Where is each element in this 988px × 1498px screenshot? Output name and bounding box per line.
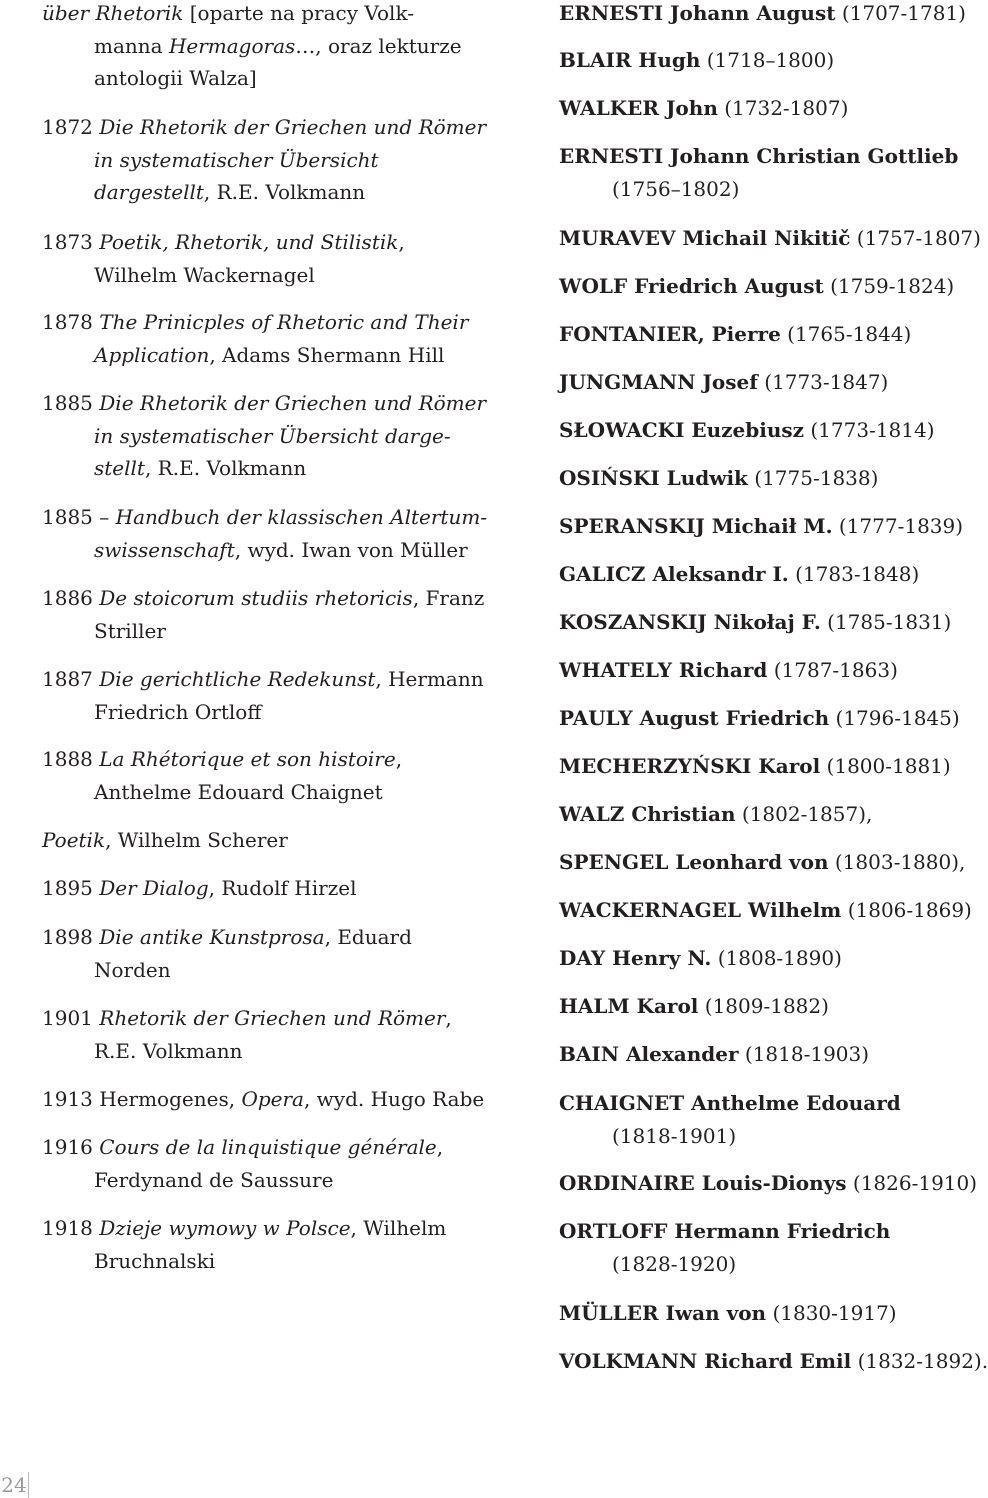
person-dates: (1808-1890) xyxy=(717,946,842,970)
entry-text: , Franz xyxy=(412,586,485,610)
entry-text: 1901 xyxy=(42,1006,100,1030)
person-name: SŁOWACKI Euzebiusz xyxy=(559,418,804,442)
entry-title: über Rhetorik xyxy=(42,1,184,25)
entry-title: Poetik xyxy=(42,828,106,852)
person-name: BLAIR Hugh xyxy=(559,48,701,72)
entry-title: Cours de la linquistique générale xyxy=(99,1135,437,1159)
person-entry xyxy=(559,510,964,543)
entry-text: 1878 xyxy=(42,310,100,334)
person-dates: (1802-1857), xyxy=(741,802,873,826)
entry-text: , Wilhelm xyxy=(350,1216,447,1240)
entry-title: Der Dialog xyxy=(99,876,209,900)
bibliography-entry xyxy=(42,663,522,728)
bibliography-entry xyxy=(42,306,522,371)
entry-text: Wilhelm Wackernagel xyxy=(94,262,315,287)
person-dates: (1777-1839) xyxy=(838,514,964,538)
person-dates: (1759-1824) xyxy=(830,274,955,298)
entry-text: Friedrich Ortloff xyxy=(94,699,262,724)
entry-text: 1916 xyxy=(42,1135,100,1159)
entry-text: 1918 xyxy=(42,1216,100,1240)
person-name: HALM Karol xyxy=(559,994,699,1018)
entry-title: swissenschaft xyxy=(94,537,235,562)
entry-text: 1913 Hermogenes, xyxy=(42,1087,242,1111)
entry-text: , R.E. Volkmann xyxy=(203,180,366,204)
person-name: WHATELY Richard xyxy=(559,658,768,682)
person-name: WACKERNAGEL Wilhelm xyxy=(559,898,842,922)
entry-title: Die antike Kunstprosa xyxy=(99,925,325,949)
entry-text: , Hermann xyxy=(375,667,484,691)
person-dates: (1800-1881) xyxy=(826,754,951,778)
entry-title: in systematischer Übersicht darge- xyxy=(94,423,451,448)
entry-text: , Adams Shermann Hill xyxy=(209,342,445,367)
person-name: MECHERZYŃSKI Karol xyxy=(559,754,821,778)
person-name: ORDINAIRE Louis-Dionys xyxy=(559,1171,847,1195)
entry-text: 1888 xyxy=(42,747,100,771)
person-entry xyxy=(559,606,959,639)
bibliography-entry xyxy=(42,872,522,905)
entry-text: 1872 xyxy=(42,115,100,139)
person-dates: (1806-1869) xyxy=(847,898,972,922)
person-dates: (1783-1848) xyxy=(795,562,920,586)
person-dates: (1765-1844) xyxy=(787,322,912,346)
person-dates: (1828-1920) xyxy=(612,1251,737,1276)
person-entry xyxy=(559,414,959,447)
entry-text: Anthelme Edouard Chaignet xyxy=(94,779,383,804)
person-dates: (1773-1847) xyxy=(764,370,889,394)
person-dates: (1757-1807) xyxy=(856,226,981,250)
bibliography-entry xyxy=(42,0,522,95)
entry-title: dargestellt xyxy=(94,180,204,204)
entry-text: , xyxy=(395,747,403,771)
entry-text: …, oraz lekturze xyxy=(295,33,462,58)
entry-text: R.E. Volkmann xyxy=(94,1038,243,1063)
entry-text: antologii Walza] xyxy=(94,66,257,90)
person-name: DAY Henry N. xyxy=(559,946,712,970)
person-name: CHAIGNET Anthelme Edouard xyxy=(559,1091,901,1115)
person-entry xyxy=(559,1345,988,1378)
entry-text: , wyd. Iwan von Müller xyxy=(234,537,468,562)
person-entry xyxy=(559,750,959,783)
entry-title: Poetik, Rhetorik, und Stilistik xyxy=(99,230,399,254)
person-entry xyxy=(559,1167,978,1200)
entry-title: Handbuch der klassischen Altertum- xyxy=(115,505,488,529)
entry-text: , Wilhelm Scherer xyxy=(105,828,288,852)
entry-text: [oparte na pracy Volk- xyxy=(183,1,414,25)
person-name: OSIŃSKI Ludwik xyxy=(559,466,748,490)
person-name: SPENGEL Leonhard von xyxy=(559,850,829,874)
person-entry xyxy=(559,1215,959,1280)
person-dates: (1775-1838) xyxy=(754,466,879,490)
person-entry xyxy=(559,44,959,77)
entry-title: Dzieje wymowy w Polsce xyxy=(99,1216,351,1240)
person-dates: (1773-1814) xyxy=(810,418,935,442)
person-entry xyxy=(559,798,959,831)
person-name: WALKER John xyxy=(559,96,718,120)
person-entry xyxy=(559,462,959,495)
bibliography-entry xyxy=(42,824,522,857)
entry-text: manna xyxy=(94,33,169,58)
person-entry xyxy=(559,366,959,399)
entry-title: Die Rhetorik der Griechen und Römer xyxy=(99,115,487,139)
person-name: MÜLLER Iwan von xyxy=(559,1301,767,1325)
person-name: GALICZ Aleksandr I. xyxy=(559,562,789,586)
bibliography-entry xyxy=(42,226,522,291)
entry-text: 1887 xyxy=(42,667,100,691)
bibliography-entry xyxy=(42,743,522,808)
person-dates: (1785-1831) xyxy=(827,610,952,634)
person-dates: (1787-1863) xyxy=(773,658,898,682)
person-entry xyxy=(559,894,972,927)
person-name: WALZ Christian xyxy=(559,802,736,826)
person-entry xyxy=(559,222,981,255)
person-entry xyxy=(559,702,959,735)
person-dates: (1803-1880), xyxy=(834,850,966,874)
entry-text: 1886 xyxy=(42,586,100,610)
person-name: FONTANIER, Pierre xyxy=(559,322,781,346)
entry-text: Ferdynand de Saussure xyxy=(94,1167,334,1192)
person-entry xyxy=(559,318,959,351)
person-name: MURAVEV Michail Nikitič xyxy=(559,226,851,250)
bibliography-entry xyxy=(42,387,522,485)
entry-text: 1885 – xyxy=(42,505,116,529)
entry-title: The Prinicples of Rhetoric and Their xyxy=(99,310,469,334)
bibliography-entry xyxy=(42,1083,522,1116)
person-dates: (1707-1781) xyxy=(841,1,966,25)
bibliography-entry xyxy=(42,921,522,986)
person-entry xyxy=(559,0,966,30)
person-dates: (1756–1802) xyxy=(612,176,740,201)
entry-text: 1895 xyxy=(42,876,100,900)
entry-text: , xyxy=(398,230,405,254)
entry-title: stellt xyxy=(94,456,145,480)
person-name: BAIN Alexander xyxy=(559,1042,739,1066)
entry-title: in systematischer Übersicht xyxy=(94,147,379,172)
bibliography-entry xyxy=(42,501,522,566)
entry-text: , R.E. Volkmann xyxy=(144,456,307,480)
bibliography-entry xyxy=(42,582,522,647)
person-name: ERNESTI Johann Christian Gottlieb xyxy=(559,144,959,168)
person-name: ERNESTI Johann August xyxy=(559,1,836,25)
entry-text: , wyd. Hugo Rabe xyxy=(303,1087,485,1111)
entry-title: Opera xyxy=(241,1087,304,1111)
person-entry xyxy=(559,270,959,303)
entry-text: Norden xyxy=(94,957,171,982)
person-entry xyxy=(559,846,966,879)
person-dates: (1796-1845) xyxy=(835,706,960,730)
person-dates: (1809-1882) xyxy=(704,994,829,1018)
person-dates: (1718–1800) xyxy=(706,48,835,72)
person-dates: (1818-1901) xyxy=(612,1123,737,1148)
person-name: PAULY August Friedrich xyxy=(559,706,830,730)
person-entry xyxy=(559,1087,959,1152)
entry-title: Rhetorik der Griechen und Römer xyxy=(99,1006,446,1030)
bibliography-entry xyxy=(42,111,522,209)
person-name: JUNGMANN Josef xyxy=(559,370,758,394)
person-entry xyxy=(559,1297,959,1330)
person-entry xyxy=(559,92,959,125)
entry-title: Hermagoras xyxy=(168,33,296,58)
entry-text: 1885 xyxy=(42,391,100,415)
person-name: VOLKMANN Richard Emil xyxy=(559,1349,852,1373)
entry-title: La Rhétorique et son histoire xyxy=(99,747,396,771)
person-dates: (1818-1903) xyxy=(744,1042,870,1066)
person-entry xyxy=(559,140,959,205)
person-name: KOSZANSKIJ Nikołaj F. xyxy=(559,610,821,634)
person-dates: (1832-1892). xyxy=(857,1349,988,1373)
page-number: 24 xyxy=(0,1472,29,1498)
entry-text: 1898 xyxy=(42,925,100,949)
entry-text: , Rudolf Hirzel xyxy=(208,876,357,900)
entry-title: Application xyxy=(94,342,210,367)
person-dates: (1830-1917) xyxy=(772,1301,897,1325)
entry-title: De stoicorum studiis rhetoricis xyxy=(99,586,413,610)
entry-text: , xyxy=(436,1135,444,1159)
person-name: WOLF Friedrich August xyxy=(559,274,824,298)
entry-text: Striller xyxy=(94,618,166,643)
entry-title: Die Rhetorik der Griechen und Römer xyxy=(99,391,487,415)
person-entry xyxy=(559,654,959,687)
bibliography-entry xyxy=(42,1212,522,1277)
bibliography-entry xyxy=(42,1131,522,1196)
entry-text: 1873 xyxy=(42,230,100,254)
entry-text: Bruchnalski xyxy=(94,1248,216,1273)
entry-text: , Eduard xyxy=(324,925,412,949)
person-entry xyxy=(559,942,959,975)
person-dates: (1732-1807) xyxy=(724,96,849,120)
person-dates: (1826-1910) xyxy=(852,1171,978,1195)
entry-text: , xyxy=(445,1006,452,1030)
person-name: ORTLOFF Hermann Friedrich xyxy=(559,1219,891,1243)
bibliography-entry xyxy=(42,1002,522,1067)
person-entry xyxy=(559,990,959,1023)
entry-title: Die gerichtliche Redekunst xyxy=(99,667,376,691)
person-entry xyxy=(559,558,959,591)
person-entry xyxy=(559,1038,959,1071)
person-name: SPERANSKIJ Michaił M. xyxy=(559,514,833,538)
